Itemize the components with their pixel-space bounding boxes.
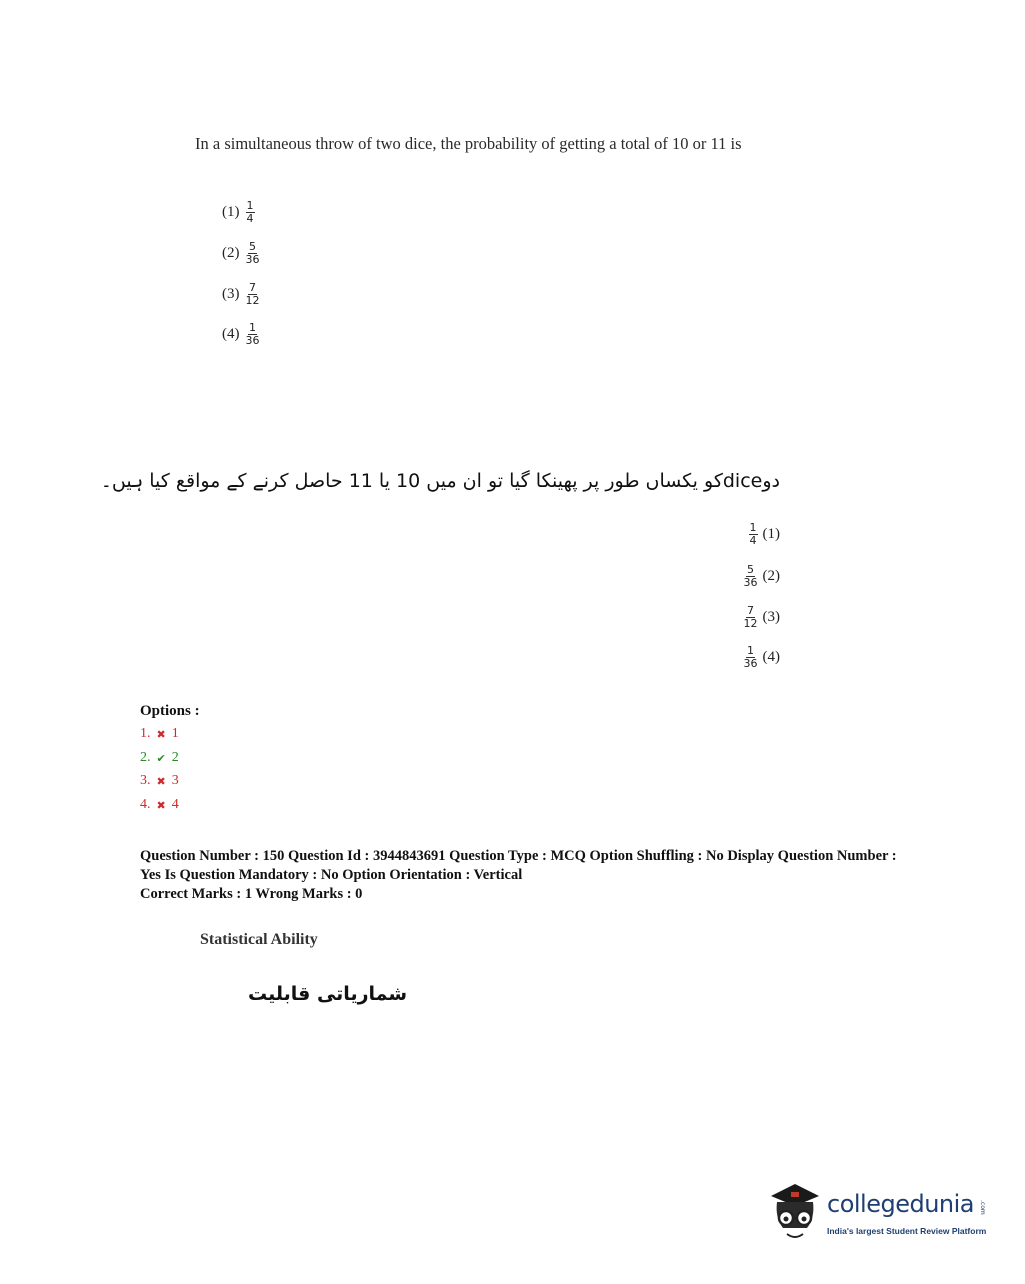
logo-tagline: India's largest Student Review Platform xyxy=(827,1226,987,1236)
question-text-urdu: دوdiceکو یکساں طور پر پھینکا گیا تو ان میں 10 یا 11 حاصل کرنے کے مواقع کیا ہیں۔ xyxy=(100,470,780,492)
choice-index: 3. xyxy=(140,773,151,788)
option-number: (2) xyxy=(762,567,780,584)
option-fraction: $\frac{1}{4}$ xyxy=(749,521,757,547)
option-number: (4) xyxy=(762,648,780,665)
options-heading: Options : xyxy=(140,703,200,719)
option-fraction: $\frac{7}{12}$ xyxy=(245,281,260,307)
collegedunia-logo xyxy=(765,1178,995,1248)
cross-icon: ✖ xyxy=(156,798,166,812)
section-title-english: Statistical Ability xyxy=(200,931,318,948)
option-fraction: $\frac{5}{36}$ xyxy=(743,563,758,589)
option-number: (2) xyxy=(222,244,240,261)
check-icon: ✔ xyxy=(156,751,166,765)
option-number: (1) xyxy=(222,203,240,220)
choice-value: 2 xyxy=(171,750,179,765)
cross-icon: ✖ xyxy=(156,774,166,788)
option-fraction: $\frac{1}{4}$ xyxy=(246,199,254,225)
option-fraction: $\frac{7}{12}$ xyxy=(743,604,758,630)
option-number: (3) xyxy=(762,608,780,625)
option-en-3 xyxy=(222,282,260,306)
logo-wordmark: collegedunia xyxy=(827,1190,975,1218)
cross-icon: ✖ xyxy=(156,727,166,741)
answer-choice-2 xyxy=(140,750,179,766)
option-en-2 xyxy=(222,241,260,265)
answer-choice-1 xyxy=(140,726,179,742)
option-fraction: $\frac{5}{36}$ xyxy=(245,240,260,266)
choice-index: 1. xyxy=(140,726,151,741)
option-en-1 xyxy=(222,200,255,224)
logo-suffix: .com xyxy=(979,1200,986,1215)
option-ur-4 xyxy=(744,645,781,669)
mascot-icon xyxy=(765,1178,825,1248)
option-number: (3) xyxy=(222,285,240,302)
option-number: (1) xyxy=(762,525,780,542)
answer-choice-4 xyxy=(140,797,179,813)
choice-index: 2. xyxy=(140,750,151,765)
question-metadata: Question Number : 150 Question Id : 3944843691 Question Type : MCQ Option Shuffling : No Display Question Number : Yes Is Question Mandatory : No Option Orientation : Vertical xyxy=(140,848,897,883)
option-fraction: $\frac{1}{36}$ xyxy=(743,644,758,670)
option-ur-1 xyxy=(749,522,781,546)
marks-info: Correct Marks : 1 Wrong Marks : 0 xyxy=(140,886,363,902)
choice-value: 1 xyxy=(171,726,179,741)
question-text-english: In a simultaneous throw of two dice, the probability of getting a total of 10 or 11 is xyxy=(195,134,742,153)
option-fraction: $\frac{1}{36}$ xyxy=(245,321,260,347)
choice-index: 4. xyxy=(140,797,151,812)
option-ur-3 xyxy=(744,605,781,629)
option-en-4 xyxy=(222,322,260,346)
option-ur-2 xyxy=(744,564,781,588)
choice-value: 3 xyxy=(171,773,179,788)
answer-choice-3 xyxy=(140,773,179,789)
choice-value: 4 xyxy=(171,797,179,812)
section-title-urdu: شماریاتی قابلیت xyxy=(248,983,408,1005)
option-number: (4) xyxy=(222,325,240,342)
